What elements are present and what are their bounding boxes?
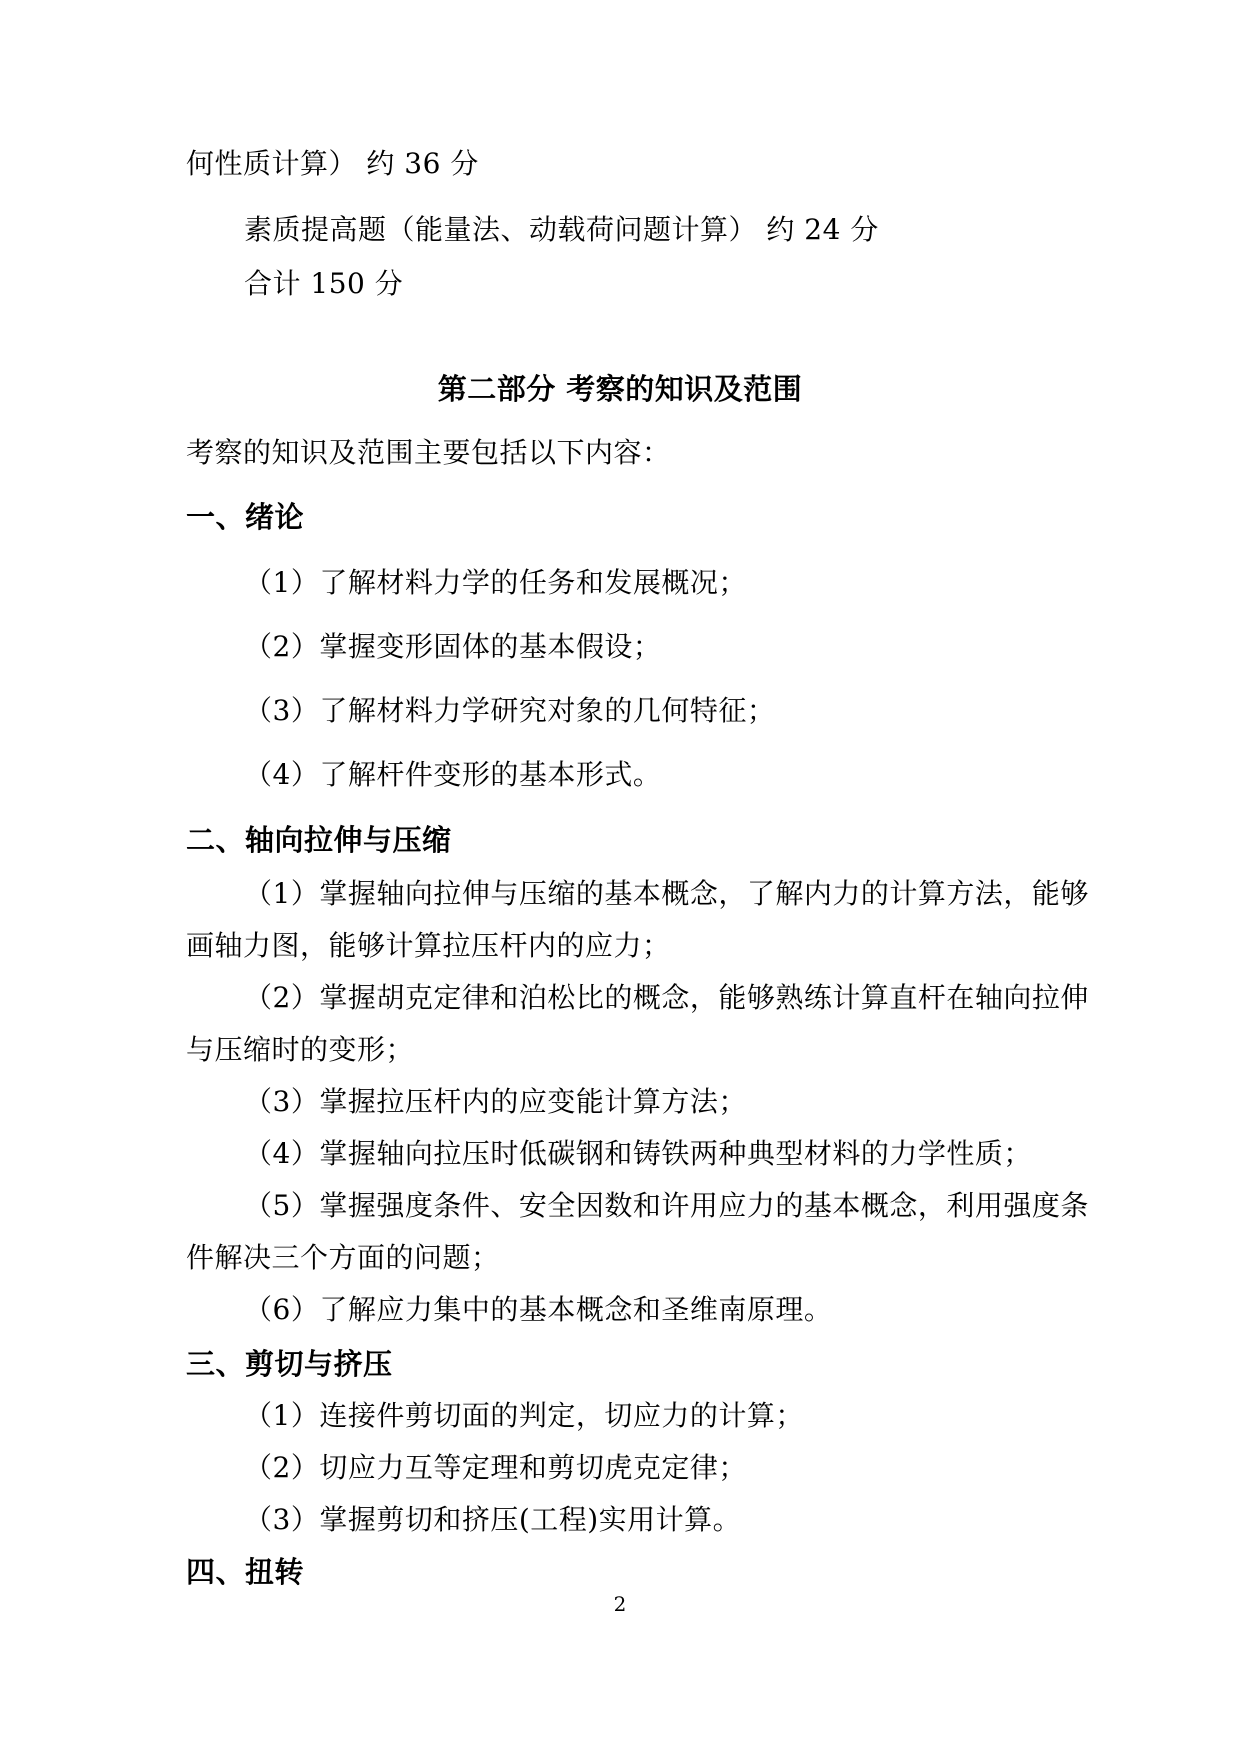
intro-sentence: 考察的知识及范围主要包括以下内容： <box>186 436 671 469</box>
intro-total: 合计 150 分 <box>244 267 404 300</box>
section-heading: 三、剪切与挤压 <box>186 1347 393 1381</box>
list-item-continuation: 画轴力图，能够计算拉压杆内的应力； <box>186 929 671 962</box>
page-number: 2 <box>613 1592 627 1616</box>
list-item: （3）了解材料力学研究对象的几何特征； <box>244 694 776 727</box>
list-item: （3）掌握拉压杆内的应变能计算方法； <box>244 1085 747 1118</box>
list-item-continuation: 与压缩时的变形； <box>186 1033 415 1066</box>
section-heading: 二、轴向拉伸与压缩 <box>186 823 452 857</box>
list-item: （3）掌握剪切和挤压(工程)实用计算。 <box>244 1503 742 1536</box>
list-item: （2）切应力互等定理和剪切虎克定律； <box>244 1451 747 1484</box>
list-item: （1）掌握轴向拉伸与压缩的基本概念，了解内力的计算方法，能够 <box>244 877 1089 910</box>
list-item: （1）连接件剪切面的判定，切应力的计算； <box>244 1399 804 1432</box>
intro-line-1: 何性质计算） 约 36 分 <box>186 147 479 180</box>
list-item: （1）了解材料力学的任务和发展概况； <box>244 566 747 599</box>
part-title: 第二部分 考察的知识及范围 <box>437 372 803 406</box>
intro-line-2: 素质提高题（能量法、动载荷问题计算） 约 24 分 <box>244 213 879 246</box>
list-item-continuation: 件解决三个方面的问题； <box>186 1241 500 1274</box>
list-item: （2）掌握变形固体的基本假设； <box>244 630 662 663</box>
list-item: （5）掌握强度条件、安全因数和许用应力的基本概念，利用强度条 <box>244 1189 1089 1222</box>
list-item: （4）掌握轴向拉压时低碳钢和铸铁两种典型材料的力学性质； <box>244 1137 1032 1170</box>
list-item: （4）了解杆件变形的基本形式。 <box>244 758 662 791</box>
section-heading: 四、扭转 <box>186 1555 305 1589</box>
list-item: （2）掌握胡克定律和泊松比的概念，能够熟练计算直杆在轴向拉伸 <box>244 981 1089 1014</box>
section-heading: 一、绪论 <box>186 500 305 534</box>
list-item: （6）了解应力集中的基本概念和圣维南原理。 <box>244 1293 833 1326</box>
